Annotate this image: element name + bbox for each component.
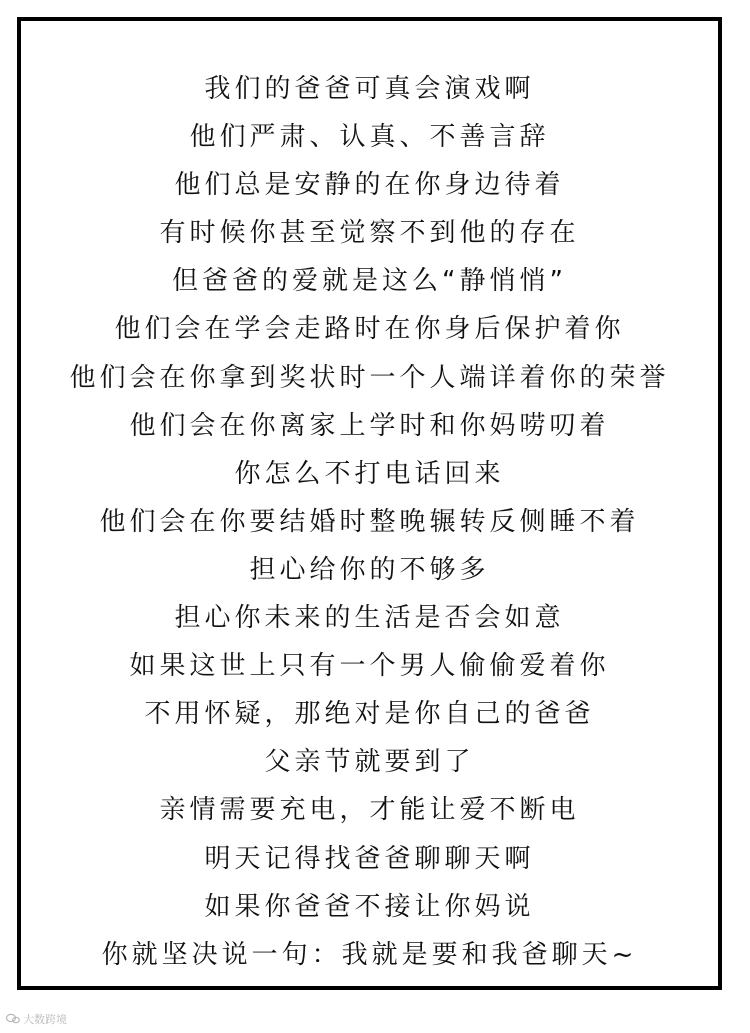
poem-line: 如果这世上只有一个男人偷偷爱着你 [129, 651, 610, 682]
watermark-text: 大数跨境 [23, 1013, 67, 1026]
poem-line: 担心给你的不够多 [249, 554, 490, 585]
poem-line: 不用怀疑，那绝对是你自己的爸爸 [144, 699, 595, 730]
poem-line: 我们的爸爸可真会演戏啊 [204, 74, 535, 104]
poem-line: 有时候你甚至觉察不到他的存在 [159, 218, 580, 249]
poem-line: 亲情需要充电，才能让爱不断电 [159, 795, 580, 826]
poem-line: 你怎么不打电话回来 [234, 458, 505, 489]
chat-bubble-icon [6, 1013, 20, 1025]
poem-line: 他们会在你离家上学时和你妈唠叨着 [129, 410, 610, 441]
poem-lines [21, 65, 718, 979]
poem-line: 但爸爸的爱就是这么“静悄悄” [172, 266, 567, 297]
poem-line: 他们总是安静的在你身边待着 [174, 170, 565, 201]
watermark [6, 1011, 67, 1027]
poem-line: 你就坚决说一句：我就是要和我爸聊天~ [101, 939, 638, 970]
poem-line: 明天记得找爸爸聊聊天啊 [204, 843, 535, 874]
poem-line: 他们严肃、认真、不善言辞 [189, 122, 550, 153]
poem-frame [17, 17, 722, 990]
poem-line: 父亲节就要到了 [264, 747, 475, 778]
poem-line: 担心你未来的生活是否会如意 [174, 603, 565, 634]
poem-line: 如果你爸爸不接让你妈说 [204, 891, 535, 922]
poem-line: 他们会在学会走路时在你身后保护着你 [114, 314, 625, 345]
poem-line: 他们会在你要结婚时整晚辗转反侧睡不着 [99, 506, 640, 537]
poem-line: 他们会在你拿到奖状时一个人端详着你的荣誉 [69, 362, 670, 393]
